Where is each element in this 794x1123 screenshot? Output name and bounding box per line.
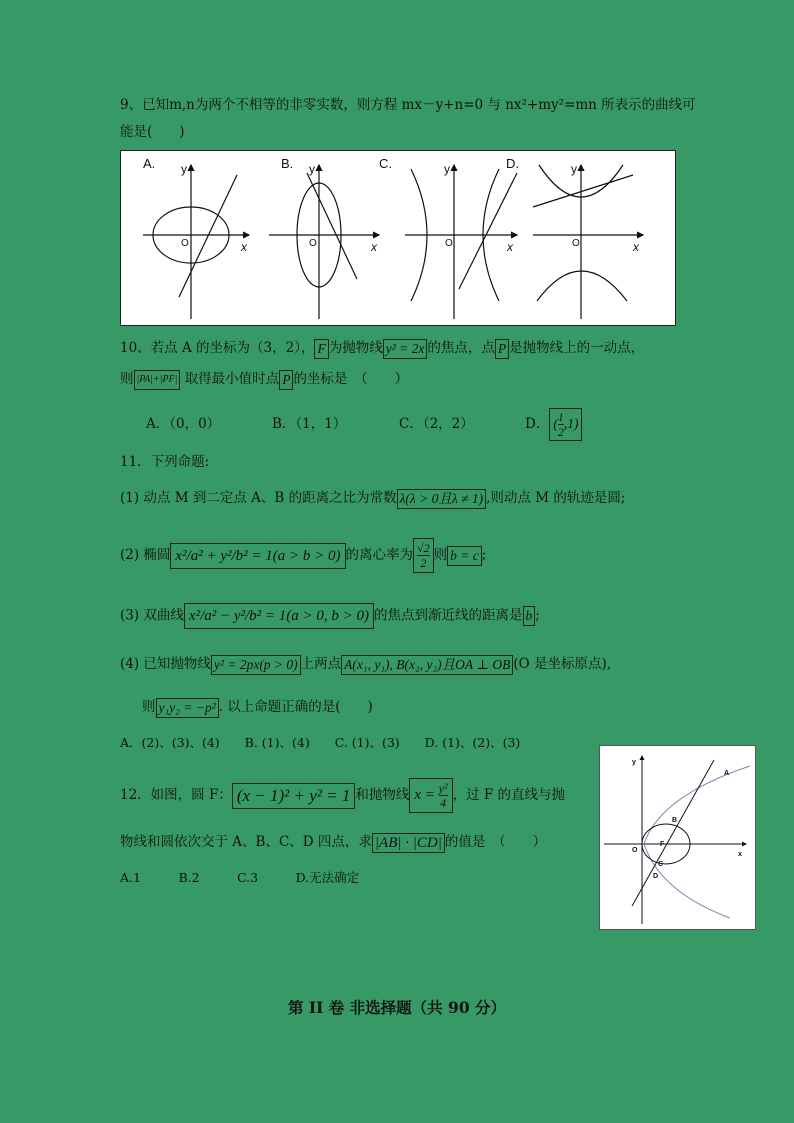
q10-d-tail: ,1) [563, 415, 579, 431]
panel-c-y: y [444, 162, 450, 176]
q11-p2-frac [417, 541, 430, 570]
q10-text: 的焦点，点 [427, 340, 495, 356]
panel-a-label: A. [143, 156, 156, 171]
q11-p4b-math: y₁y₂ = −p² [156, 698, 219, 718]
q11-p2-frac-num: √2 [417, 541, 430, 555]
q11-p2 [120, 538, 486, 573]
panel-b-y: y [309, 162, 315, 176]
q9-figure-svg [121, 151, 675, 325]
panel-c-o: O [445, 238, 453, 249]
q10-text: 是抛物线上的一动点， [509, 340, 645, 356]
q11-p2-math: x²/a² + y²/b² = 1(a > b > 0) [170, 543, 345, 569]
q11-text: ; [535, 607, 540, 624]
q10-d-den: 2 [557, 425, 564, 439]
q11-p2-math2: b = c [447, 546, 482, 566]
q10-option-b: B．（1，1） [272, 416, 347, 432]
panel-b [269, 165, 379, 319]
q12-f-label: F [660, 841, 665, 848]
q10-option-d-box [549, 408, 582, 441]
panel-d-x: x [633, 240, 639, 254]
panel-c-x: x [507, 240, 513, 254]
q11-p2-frac-box [413, 538, 434, 573]
q9-figure [120, 150, 676, 326]
q10-options [146, 408, 582, 441]
q10-text: 则 [120, 371, 134, 387]
q11-p4-math2: A(x₁, y₁), B(x₂, y₂)且OA ⊥ OB [341, 655, 513, 675]
q12-circle-box: (x − 1)² + y² = 1 [232, 783, 356, 809]
q11-text: ; [481, 547, 487, 563]
panel-d-label: D. [506, 156, 519, 171]
q12-line1 [120, 778, 565, 813]
q11-p1 [120, 488, 625, 509]
panel-b-x: x [371, 240, 377, 254]
panel-a-y: y [181, 162, 187, 176]
q10-P-box: P [495, 339, 509, 359]
q11-text: 的焦点到渐近线的距离是 [374, 607, 523, 624]
q11-p4-math: y² = 2px(p > 0) [211, 655, 301, 675]
q10-text: 的坐标是 （ ） [293, 371, 409, 387]
q10-text: 为抛物线 [328, 340, 383, 356]
q10-option-c: C．（2，2） [399, 416, 474, 432]
q11-p1-math: λ(λ > 0且λ ≠ 1) [397, 489, 487, 509]
q11-p3 [120, 603, 540, 629]
q12-parab-lhs: x = [414, 786, 435, 803]
q12-text: 的值是 （ ） [444, 834, 547, 850]
q11-text: (O 是坐标原点), [513, 656, 612, 672]
q12-x-label: x [738, 851, 742, 858]
q12-parab-den: 4 [440, 796, 447, 810]
panel-a [143, 165, 249, 319]
q11-text: 的离心率为 [345, 547, 414, 563]
q11-options: A．(2)、(3)、(4) B. (1)、(4) C. (1)、(3) D. (1)、(2)、(3) [120, 735, 521, 750]
q11-p4b [142, 697, 373, 718]
q10-option-a: A．（0，0） [146, 416, 221, 432]
q11-p2-frac-den: 2 [420, 556, 427, 570]
q10-F-box: F [314, 339, 328, 359]
q12-y-label: y [632, 759, 636, 766]
q12-parab-frac [439, 781, 448, 810]
q12-parabola-box [409, 778, 452, 813]
q11-text: (3) 双曲线 [120, 607, 184, 624]
panel-a-o: O [181, 238, 189, 249]
panel-c [405, 165, 517, 319]
q12-text: 12．如图，圆 F： [120, 787, 232, 803]
q12-options: A.1 B.2 C.3 D.无法确定 [120, 870, 360, 885]
panel-d [533, 165, 643, 319]
q12-d-label: D [653, 873, 659, 880]
panel-d-y: y [571, 162, 577, 176]
panel-b-o: O [309, 238, 317, 249]
q10-line2 [120, 369, 408, 390]
q11-text: 则 [433, 547, 448, 563]
panel-d-o: O [572, 238, 580, 249]
q11-p3-math2: b [523, 606, 536, 626]
q10-parabola-box: y² = 2x [383, 339, 428, 359]
q11-text: 上两点 [300, 656, 342, 672]
q9-stem-line2: 能是( ) [120, 124, 185, 140]
q10-P2-box: P [279, 370, 293, 390]
q12-text: 和抛物线 [355, 787, 410, 803]
q11-text: (4) 已知抛物线 [120, 656, 211, 672]
q12-c-label: C [658, 861, 664, 868]
panel-c-label: C. [379, 156, 392, 171]
q10-d-head: ( [553, 415, 558, 431]
q12-o-label: O [632, 847, 638, 854]
q10-text: 10、若点 A 的坐标为（3，2）， [120, 340, 315, 356]
q12-text: 物线和圆依次交于 A、B、C、D 四点，求 [120, 834, 372, 850]
q11-text: 则 [142, 699, 156, 715]
q9-stem-line1: 9、已知m,n为两个不相等的非零实数，则方程 mx－y+n=0 与 nx²+my²=mn 所表示的曲线可 [120, 97, 696, 113]
section-title: 第 II 卷 非选择题（共 90 分） [287, 998, 507, 1017]
q12-parab-num: y² [438, 781, 448, 795]
q10-line1 [120, 338, 644, 359]
q10-d-num: 1 [557, 410, 564, 424]
q12-figure [599, 745, 756, 930]
q11-text: ,则动点 M 的轨迹是圆; [486, 490, 626, 506]
q11-text: (1) 动点 M 到二定点 A、B 的距离之比为常数 [120, 490, 397, 506]
q11-text: (2) 椭圆 [120, 547, 171, 563]
q12-line2 [120, 832, 546, 853]
q12-figure-svg [600, 746, 755, 929]
q10-text: 取得最小值时点 [184, 371, 280, 387]
q11-title: 11．下列命题: [120, 454, 210, 470]
q12-b-label: B [672, 817, 678, 824]
q11-p4 [120, 654, 611, 675]
q12-a-label: A [724, 770, 730, 777]
q10-option-d-label: D． [525, 416, 550, 432]
q10-expr-box: |PA|+|PF| [134, 370, 181, 390]
q12-text: ，过 F 的直线与抛 [452, 787, 566, 803]
q12-expr-box: |AB| · |CD| [372, 833, 445, 853]
q11-text: . 以上命题正确的是( ) [218, 699, 373, 715]
panel-a-x: x [241, 240, 247, 254]
q11-p3-math: x²/a² − y²/b² = 1(a > 0, b > 0) [184, 603, 374, 629]
panel-b-label: B. [281, 156, 294, 171]
